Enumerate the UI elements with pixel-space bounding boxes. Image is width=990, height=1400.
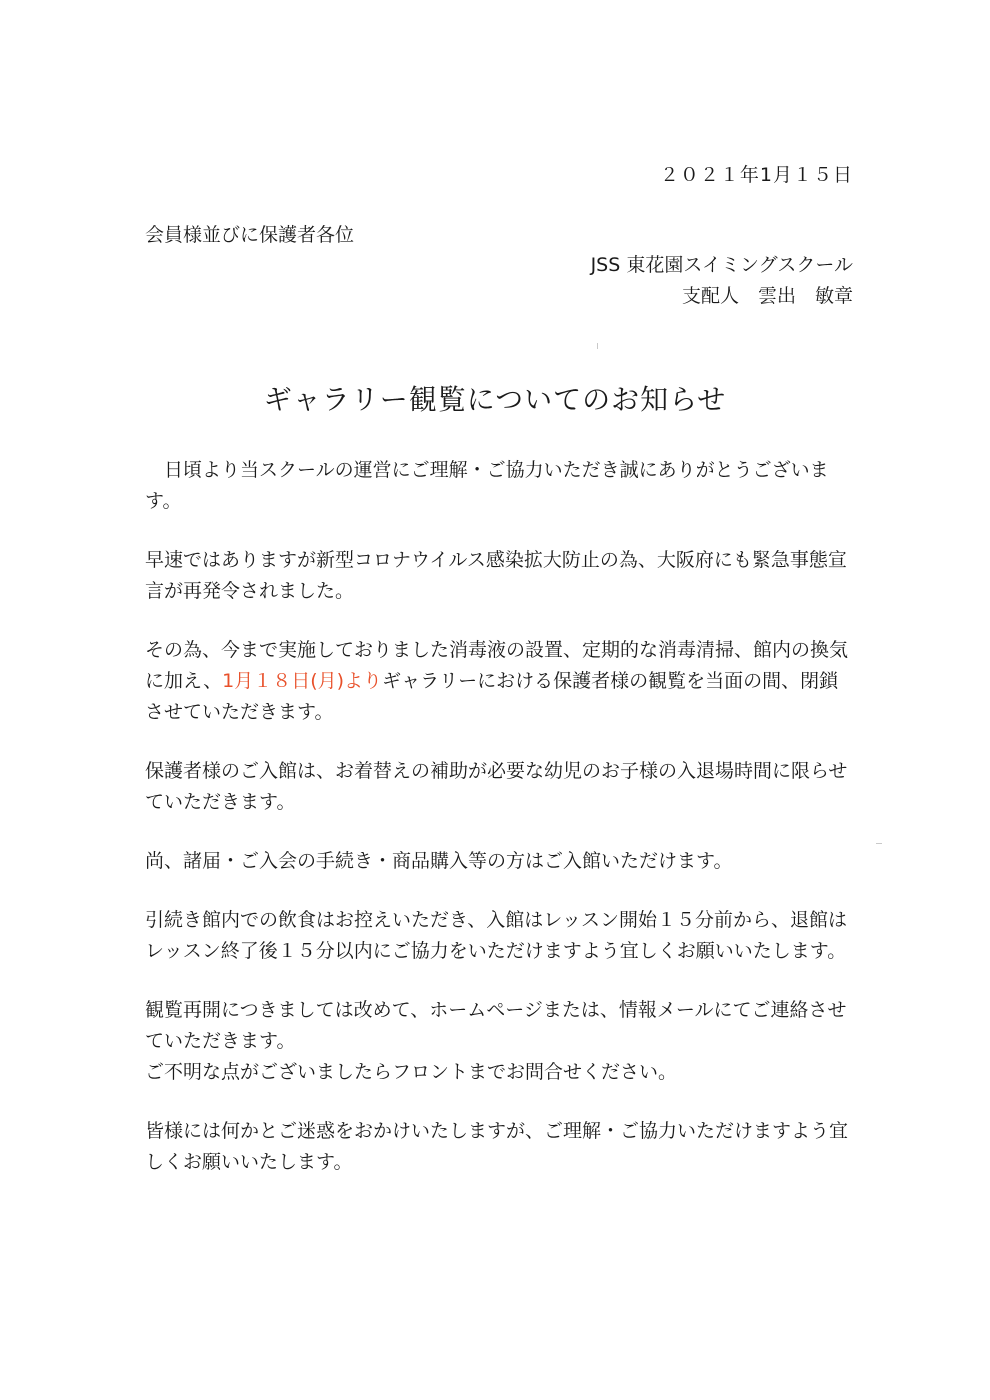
scan-speck xyxy=(876,843,882,844)
paragraph-emergency-declaration: 早速ではありますが新型コロナウイルス感染拡大防止の為、大阪府にも緊急事態宣言が再発令されました。 xyxy=(145,549,847,602)
closure-text-before: その為、今まで実施しておりました消毒液の設置、定期的な消毒清掃、館内の換気に加え、 xyxy=(145,639,849,692)
paragraph-eating-entry-rules: 引続き館内での飲食はお控えいただき、入館はレッスン開始１５分前から、退館はレッスン終了後１５分以内にご協力をいただけますよう宜しくお願いいたします。 xyxy=(145,909,848,962)
scan-speck xyxy=(597,343,598,349)
sender-person: 支配人 雲出 敏章 xyxy=(681,285,853,307)
sender-block xyxy=(591,250,853,312)
sender-organization: JSS 東花園スイミングスクール xyxy=(590,254,853,276)
paragraph-inquiries: ご不明な点がございましたらフロントまでお問合せください。 xyxy=(145,1061,678,1083)
notice-body xyxy=(145,455,855,1206)
paragraph-closing: 皆様には何かとご迷惑をおかけいたしますが、ご理解・ご協力いただけますよう宜しくお願いいたします。 xyxy=(145,1120,849,1173)
paragraph-greeting: 日頃より当スクールの運営にご理解・ご協力いただき誠にありがとうございます。 xyxy=(145,459,829,512)
document-date: ２０２１年1月１５日 xyxy=(659,164,853,186)
paragraph-procedures: 尚、諸届・ご入会の手続き・商品購入等の方はご入館いただけます。 xyxy=(145,850,733,872)
notice-title: ギャラリー観覧についてのお知らせ xyxy=(263,383,727,416)
paragraph-guardian-entry: 保護者様のご入館は、お着替えの補助が必要な幼児のお子様の入退場時間に限らせていただきます。 xyxy=(145,760,848,813)
paragraph-reopening: 観覧再開につきましては改めて、ホームページまたは、情報メールにてご連絡させていただきます。 xyxy=(145,999,847,1052)
paragraph-gallery-closure xyxy=(145,635,855,728)
recipient-line: 会員様並びに保護者各位 xyxy=(145,224,355,246)
closure-text-after: ギャラリーにおける保護者様の観覧を当面の間、閉鎖させていただきます。 xyxy=(145,670,839,723)
closure-date-highlight: 1月１８日(月)より xyxy=(222,670,383,692)
